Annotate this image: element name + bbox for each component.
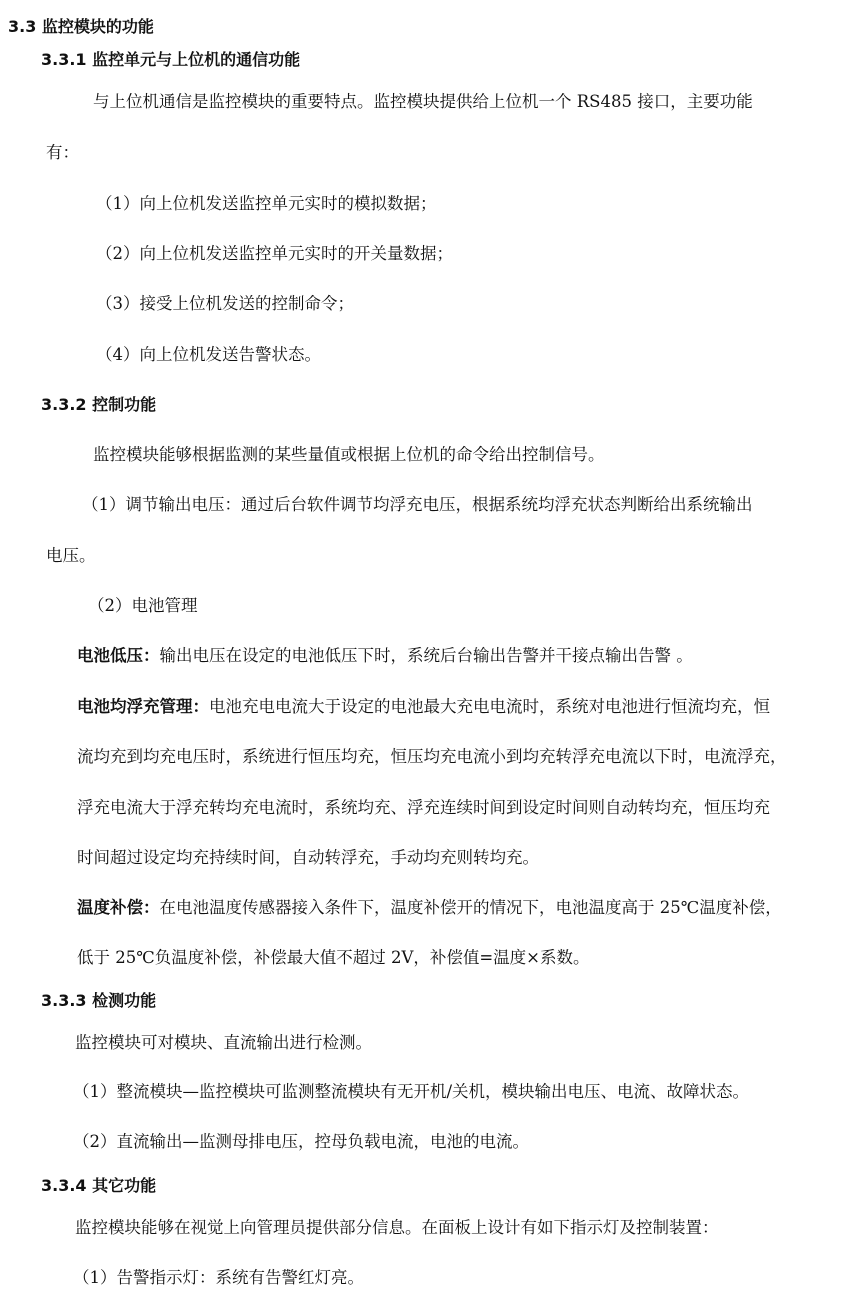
charge-management-text: 电池充电电流大于设定的电池最大充电电流时，系统对电池进行恒流均充，恒 — [209, 697, 770, 716]
paragraph-line: 流均充到均充电压时，系统进行恒压均充，恒压均充电流小到均充转浮充电流以下时，电流浮充， — [77, 747, 787, 766]
low-voltage-paragraph — [77, 645, 693, 667]
paragraph-line: 监控模块能够在视觉上向管理员提供部分信息。在面板上设计有如下指示灯及控制装置： — [75, 1218, 719, 1237]
subsection-heading-3-3-2: 3.3.2 控制功能 — [41, 395, 157, 414]
paragraph-line: 时间超过设定均充持续时间，自动转浮充，手动均充则转均充。 — [77, 848, 539, 867]
subsection-heading-3-3-3: 3.3.3 检测功能 — [41, 991, 157, 1010]
list-item: （4）向上位机发送告警状态。 — [96, 345, 321, 364]
charge-management-paragraph — [77, 696, 770, 718]
list-item: （1）调节输出电压：通过后台软件调节均浮充电压，根据系统均浮充状态判断给出系统输出 — [82, 495, 753, 514]
temperature-compensation-text: 在电池温度传感器接入条件下，温度补偿开的情况下，电池温度高于 25℃温度补偿， — [159, 898, 782, 917]
subsection-heading-3-3-1: 3.3.1 监控单元与上位机的通信功能 — [41, 50, 301, 69]
list-item: （1）告警指示灯：系统有告警红灯亮。 — [73, 1268, 364, 1287]
low-voltage-text: 输出电压在设定的电池低压下时，系统后台输出告警并干接点输出告警 。 — [159, 646, 693, 665]
charge-management-label: 电池均浮充管理： — [77, 697, 209, 716]
temperature-compensation-paragraph — [77, 897, 782, 919]
paragraph-line: 监控模块能够根据监测的某些量值或根据上位机的命令给出控制信号。 — [93, 445, 605, 464]
list-item: （2）向上位机发送监控单元实时的开关量数据； — [96, 244, 453, 263]
list-item: （3）接受上位机发送的控制命令； — [96, 294, 354, 313]
paragraph-line: 浮充电流大于浮充转均充电流时，系统均充、浮充连续时间到设定时间则自动转均充，恒压均充 — [77, 798, 770, 817]
paragraph-line: 有： — [46, 143, 79, 162]
list-item: （1）向上位机发送监控单元实时的模拟数据； — [96, 194, 437, 213]
paragraph-line: 低于 25℃负温度补偿，补偿最大值不超过 2V，补偿值=温度×系数。 — [77, 948, 590, 967]
low-voltage-label: 电池低压： — [77, 646, 160, 665]
paragraph-line: 电压。 — [46, 546, 96, 565]
section-heading-3-3: 3.3 监控模块的功能 — [8, 17, 154, 36]
list-item: （1）整流模块—监控模块可监测整流模块有无开机/关机，模块输出电压、电流、故障状态。 — [73, 1082, 750, 1101]
paragraph-line: 与上位机通信是监控模块的重要特点。监控模块提供给上位机一个 RS485 接口，主要功能 — [93, 92, 753, 111]
list-item: （2）直流输出—监测母排电压，控母负载电流，电池的电流。 — [73, 1132, 529, 1151]
list-item: （2）电池管理 — [88, 596, 198, 615]
subsection-heading-3-3-4: 3.3.4 其它功能 — [41, 1176, 157, 1195]
temperature-compensation-label: 温度补偿： — [77, 898, 160, 917]
paragraph-line: 监控模块可对模块、直流输出进行检测。 — [75, 1033, 372, 1052]
